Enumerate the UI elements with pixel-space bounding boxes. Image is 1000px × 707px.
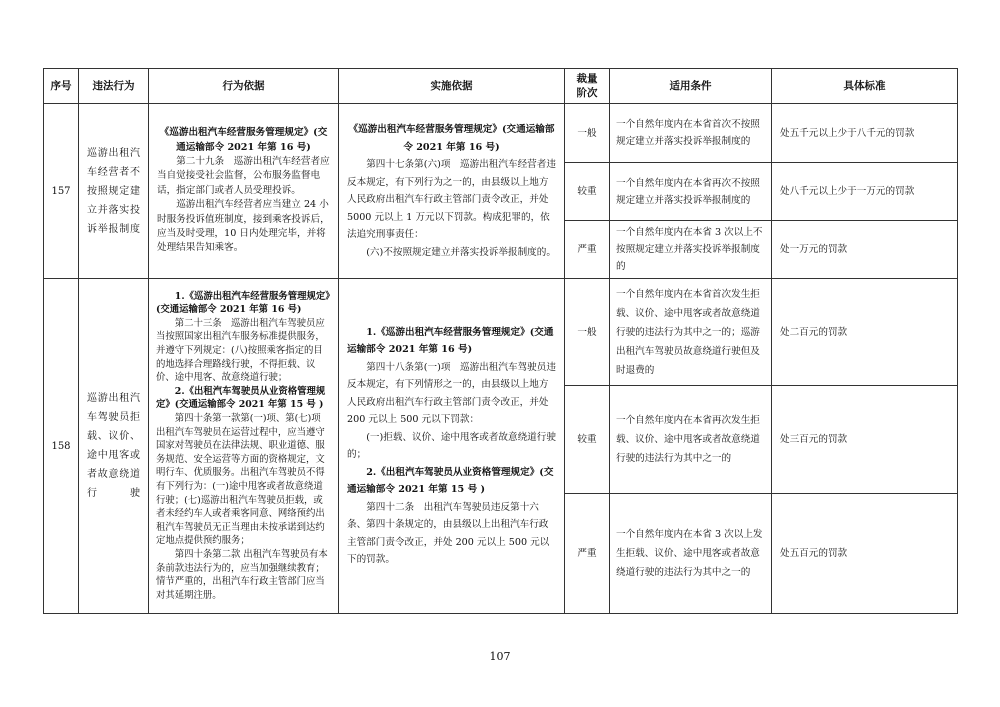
page-number: 107 — [489, 650, 511, 663]
applicable-condition: 一个自然年度内在本省首次不按照规定建立并落实投诉举报制度的 — [610, 104, 772, 163]
impl-paragraph: 第四十二条 出租汽车驾驶员违反第十六条、第四十条规定的，由县级以上出租汽车行政主管部门责令改正，并处 200 元以上 500 元以下的罚款。 — [347, 501, 550, 565]
applicable-condition: 一个自然年度内在本省 3 次以上不按照规定建立并落实投诉举报制度的 — [610, 221, 772, 279]
impl-paragraph: (一)拒载、议价、途中甩客或者故意绕道行驶的； — [347, 431, 556, 460]
header-no: 序号 — [44, 69, 79, 104]
penalty-standard: 处五千元以上少于八千元的罚款 — [772, 104, 958, 163]
applicable-condition: 一个自然年度内在本省 3 次以上发生拒载、议价、途中甩客或者故意绕道行驶的违法行为其中之一的 — [610, 494, 772, 614]
discretion-level: 较重 — [565, 163, 610, 221]
discretion-level: 严重 — [565, 221, 610, 279]
header-level: 裁量阶次 — [565, 69, 610, 104]
basis-paragraph: 第二十九条 巡游出租汽车经营者应当自觉接受社会监督，公布服务监督电话，指定部门或者人员受理投诉。 — [157, 155, 330, 196]
table-row — [44, 104, 958, 163]
implementation-basis — [339, 104, 565, 279]
header-act: 违法行为 — [79, 69, 149, 104]
penalty-standard: 处八千元以上少于一万元的罚款 — [772, 163, 958, 221]
impl-paragraph: 第四十八条第(一)项 巡游出租汽车驾驶员违反本规定，有下列情形之一的，由县级以上地方人民政府出租汽车行政主管部门责令改正，并处 200 元以上 500 元以下罚款： — [347, 361, 556, 425]
legal-basis — [149, 279, 339, 614]
header-cond: 适用条件 — [610, 69, 772, 104]
impl-title: 1.《巡游出租汽车经营服务管理规定》(交通运输部令 2021 年第 16 号) — [347, 326, 554, 355]
impl-paragraph: (六)不按照规定建立并落实投诉举报制度的。 — [366, 246, 556, 258]
penalty-standard: 处三百元的罚款 — [772, 386, 958, 494]
applicable-condition: 一个自然年度内在本省再次不按照规定建立并落实投诉举报制度的 — [610, 163, 772, 221]
basis-paragraph: 第四十条第一款第(一)项、第(七)项 出租汽车驾驶员在运营过程中，应当遵守国家对驾驶员在法律法规、职业道德、服务规范、安全运营等方面的资格规定，文明行车、优质服务。出租汽车驾驶员不得有下列行为：(一)途中甩客或者故意绕道行驶；(七)巡游出租汽车驾驶员拒载，或者未经约车人或者乘客同意、网络预约出租汽车驾驶员无正当理由未按承诺到达约定地点提供预约服务； — [156, 413, 331, 547]
table-row — [44, 279, 958, 386]
header-row — [44, 69, 958, 104]
header-impl: 实施依据 — [339, 69, 565, 104]
violation-act: 巡游出租汽车经营者不按照规定建立并落实投诉举报制度 — [79, 104, 149, 279]
discretion-level: 一般 — [565, 104, 610, 163]
basis-title: 2.《出租汽车驾驶员从业资格管理规定》(交通运输部令 2021 年第 15 号 ) — [156, 385, 326, 411]
impl-title: 《巡游出租汽车经营服务管理规定》(交通运输部令 2021 年第 16 号) — [348, 124, 555, 153]
impl-title: 2.《出租汽车驾驶员从业资格管理规定》(交通运输部令 2021 年第 15 号 ) — [347, 466, 554, 495]
penalty-standards-table — [43, 68, 958, 614]
basis-paragraph: 第四十条第二款 出租汽车驾驶员有本条前款违法行为的，应当加强继续教育；情节严重的，出租汽车行政主管部门应当对其延期注册。 — [156, 548, 328, 601]
basis-paragraph: 巡游出租汽车经营者应当建立 24 小时服务投诉值班制度，接到乘客投诉后，应当及时受理，10 日内处理完毕，并将处理结果告知乘客。 — [157, 199, 330, 254]
discretion-level: 较重 — [565, 386, 610, 494]
penalty-standard: 处五百元的罚款 — [772, 494, 958, 614]
implementation-basis — [339, 279, 565, 614]
applicable-condition: 一个自然年度内在本省首次发生拒载、议价、途中甩客或者故意绕道行驶的违法行为其中之一的；巡游出租汽车驾驶员故意绕道行驶但及时退费的 — [610, 279, 772, 386]
penalty-standard: 处二百元的罚款 — [772, 279, 958, 386]
header-std: 具体标准 — [772, 69, 958, 104]
legal-basis — [149, 104, 339, 279]
header-basis: 行为依据 — [149, 69, 339, 104]
discretion-level: 严重 — [565, 494, 610, 614]
violation-act: 巡游出租汽车驾驶员拒载、议价、途中甩客或者故意绕道行驶 — [79, 279, 149, 614]
penalty-standard: 处一万元的罚款 — [772, 221, 958, 279]
basis-paragraph: 第二十三条 巡游出租汽车驾驶员应当按照国家出租汽车服务标准提供服务，并遵守下列规定：(八)按照乘客指定的目的地选择合理路线行驶，不得拒载、议价、途中甩客、故意绕道行驶； — [156, 317, 325, 384]
basis-title: 1.《巡游出租汽车经营服务管理规定》(交通运输部令 2021 年第 16 号) — [156, 290, 330, 316]
impl-paragraph: 第四十七条第(六)项 巡游出租汽车经营者违反本规定，有下列行为之一的，由县级以上地方人民政府出租汽车行政主管部门责令改正，并处 5000 元以上 1 万元以下罚款。构成犯罪的，依法追究刑事责任： — [347, 159, 556, 240]
row-number: 158 — [44, 279, 79, 614]
row-number: 157 — [44, 104, 79, 279]
discretion-level: 一般 — [565, 279, 610, 386]
basis-title: 《巡游出租汽车经营服务管理规定》(交通运输部令 2021 年第 16 号) — [159, 127, 328, 153]
applicable-condition: 一个自然年度内在本省再次发生拒载、议价、途中甩客或者故意绕道行驶的违法行为其中之一的 — [610, 386, 772, 494]
